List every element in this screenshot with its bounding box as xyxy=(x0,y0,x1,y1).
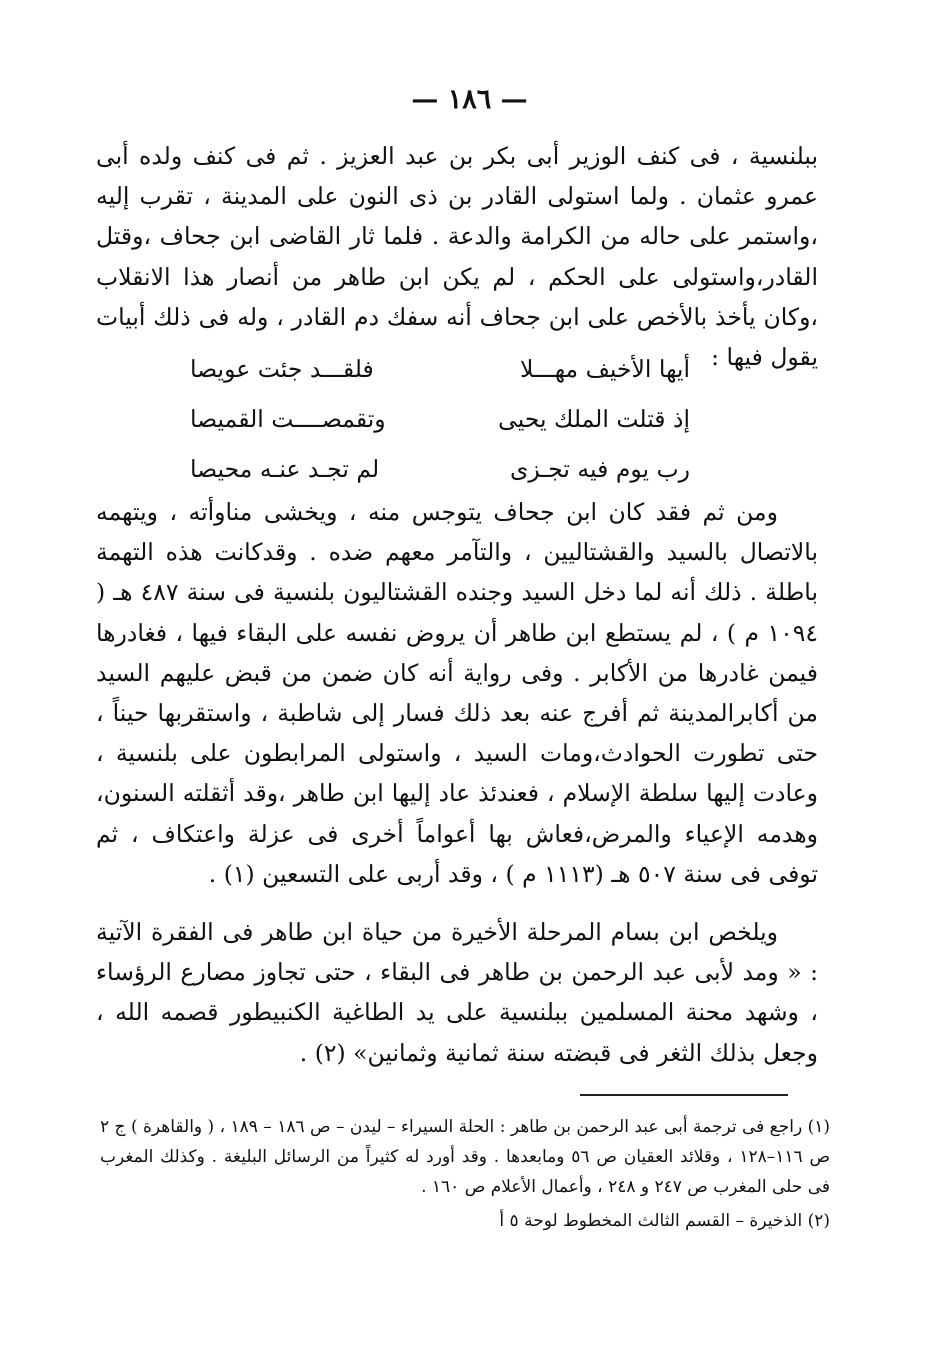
verse-2-second-hemistich: وتقمصــــت القميصا xyxy=(190,405,386,433)
verse-1-first-hemistich: أيها الأخيف مهـــلا xyxy=(520,355,690,383)
verse-1 xyxy=(190,344,690,394)
paragraph-2: ومن ثم فقد كان ابن جحاف يتوجس منه ، ويخشى مناوأته ، ويتهمه بالاتصال بالسيد والقشتاليين ، والتآمر معهم ضده . وقدكانت هذه التهمة باطلة . ذلك أنه لما دخل السيد وجنده القشتاليون بلنسية فى سنة ٤٨٧ هـ ( ١٠٩٤ م ) ، لم يستطع ابن طاهر أن يروض نفسه على البقاء فيها ، فغادرها فيمن غادرها من الأكابر . وفى رواية أنه كان ضمن من قبض عليهم السيد من أكابرالمدينة ثم أفرج عنه بعد ذلك فسار إلى شاطبة ، واستقربها حيناً ، حتى تطورت الحوادث،ومات السيد ، واستولى المرابطون على بلنسية ، وعادت إليها سلطة الإسلام ، فعندئذ عاد إليها ابن طاهر ،وقد أثقلته السنون، وهدمه الإعياء والمرض،فعاش بها أعواماً أخرى فى عزلة واعتكاف ، ثم توفى فى سنة ٥٠٧ هـ (١١١٣ م ) ، وقد أربى على التسعين (١) . xyxy=(96,498,818,888)
verse-3 xyxy=(190,444,690,494)
footnote-separator xyxy=(580,1094,788,1096)
footnote-2: (٢) الذخيرة – القسم الثالث المخطوط لوحة ٥ أ xyxy=(499,1211,830,1231)
footnote-1: (١) راجع فى ترجمة أبى عبد الرحمن بن طاهر : الحلة السيراء – ليدن – ص ١٨٦ – ١٨٩ ، ( والقاهرة ) ج ٢ ص ١١٦–١٢٨ ، وقلائد العقيان ص ٥٦ ومابعدها . وقد أورد له كثيراً من الرسائل البليغة . وكذلك المغرب فى حلى المغرب ص ٢٤٧ و ٢٤٨ ، وأعمال الأعلام ص ١٦٠ . xyxy=(100,1117,830,1197)
verse-1-second-hemistich: فلقـــد جئت عويصا xyxy=(190,355,374,383)
paragraph-3: ويلخص ابن بسام المرحلة الأخيرة من حياة ابن طاهر فى الفقرة الآتية : « ومد لأبى عبد الرحمن بن طاهر فى البقاء ، حتى تجاوز مصارع الرؤساء ، وشهد محنة المسلمين ببلنسية على يد الطاغية الكنبيطور قصمه الله ، وجعل بذلك الثغر فى قبضته سنة ثمانية وثمانين» (٢) . xyxy=(96,918,818,1067)
verse-3-second-hemistich: لم تجـد عنـه محيصا xyxy=(190,455,380,483)
verse-2-first-hemistich: إذ قتلت الملك يحيى xyxy=(498,405,690,433)
page-number: — ١٨٦ — xyxy=(411,84,528,115)
paragraph-1: ببلنسية ، فى كنف الوزير أبى بكر بن عبد العزيز . ثم فى كنف ولده أبى عمرو عثمان . ولما استولى القادر بن ذى النون على المدينة ، تقرب إليه ،واستمر على حاله من الكرامة والدعة . فلما ثار القاضى ابن جحاف ،وقتل القادر،واستولى على الحكم ، لم يكن ابن طاهر من أنصار هذا الانقلاب ،وكان يأخذ بالأخص على ابن جحاف أنه سفك دم القادر ، وله فى ذلك أبيات يقول فيها : xyxy=(96,142,818,372)
poem xyxy=(190,344,690,494)
footnotes xyxy=(100,1112,830,1236)
verse-2 xyxy=(190,394,690,444)
verse-3-first-hemistich: رب يوم فيه تجـزى xyxy=(510,455,690,483)
